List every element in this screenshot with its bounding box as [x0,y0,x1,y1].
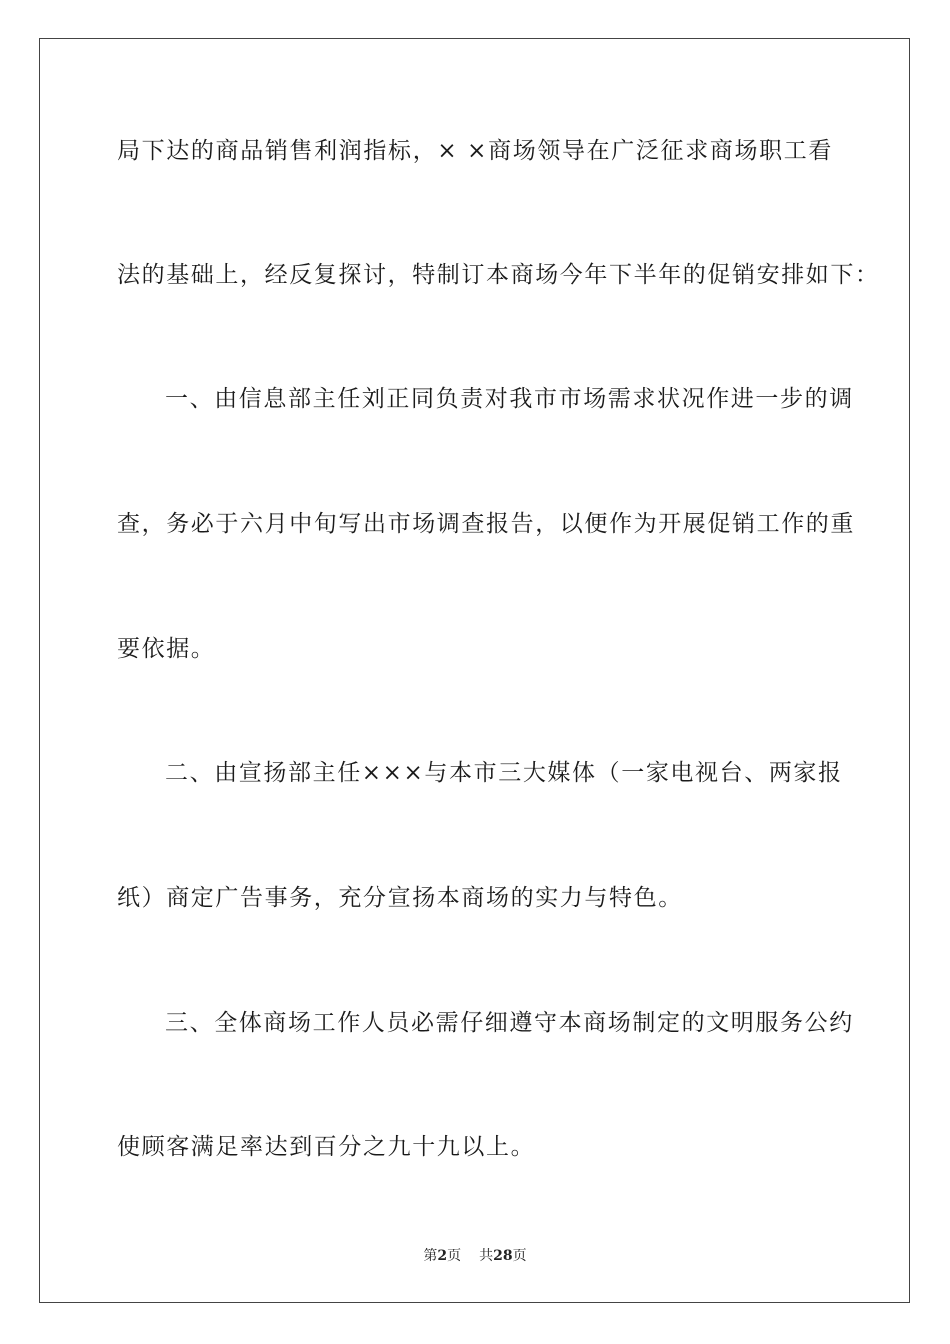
footer-page-number: 2 [437,1248,448,1264]
body-line-4: 查，务必于六月中旬写出市场调查报告，以便作为开展促销工作的重 [117,511,855,537]
footer-page-suffix: 页 [447,1248,462,1264]
body-line-6: 二、由宣扬部主任×××与本市三大媒体（一家电视台、两家报 [165,760,843,786]
page-border [39,38,910,1303]
body-line-9: 使顾客满足率达到百分之九十九以上。 [117,1134,536,1160]
footer-total-pages: 28 [493,1248,513,1264]
page-footer [0,1246,950,1266]
body-line-7: 纸）商定广告事务，充分宣扬本商场的实力与特色。 [117,885,683,911]
footer-page-prefix: 第 [423,1248,438,1264]
footer-total-prefix: 共 [479,1248,494,1264]
body-line-8: 三、全体商场工作人员必需仔细遵守本商场制定的文明服务公约 [165,1010,854,1036]
body-line-2: 法的基础上，经反复探讨，特制订本商场今年下半年的促销安排如下： [117,262,880,288]
body-line-5: 要依据。 [117,636,216,662]
body-line-3: 一、由信息部主任刘正同负责对我市市场需求状况作进一步的调 [165,386,854,412]
body-line-1: 局下达的商品销售利润指标，× ×商场领导在广泛征求商场职工看 [117,138,833,164]
footer-total-suffix: 页 [512,1248,527,1264]
